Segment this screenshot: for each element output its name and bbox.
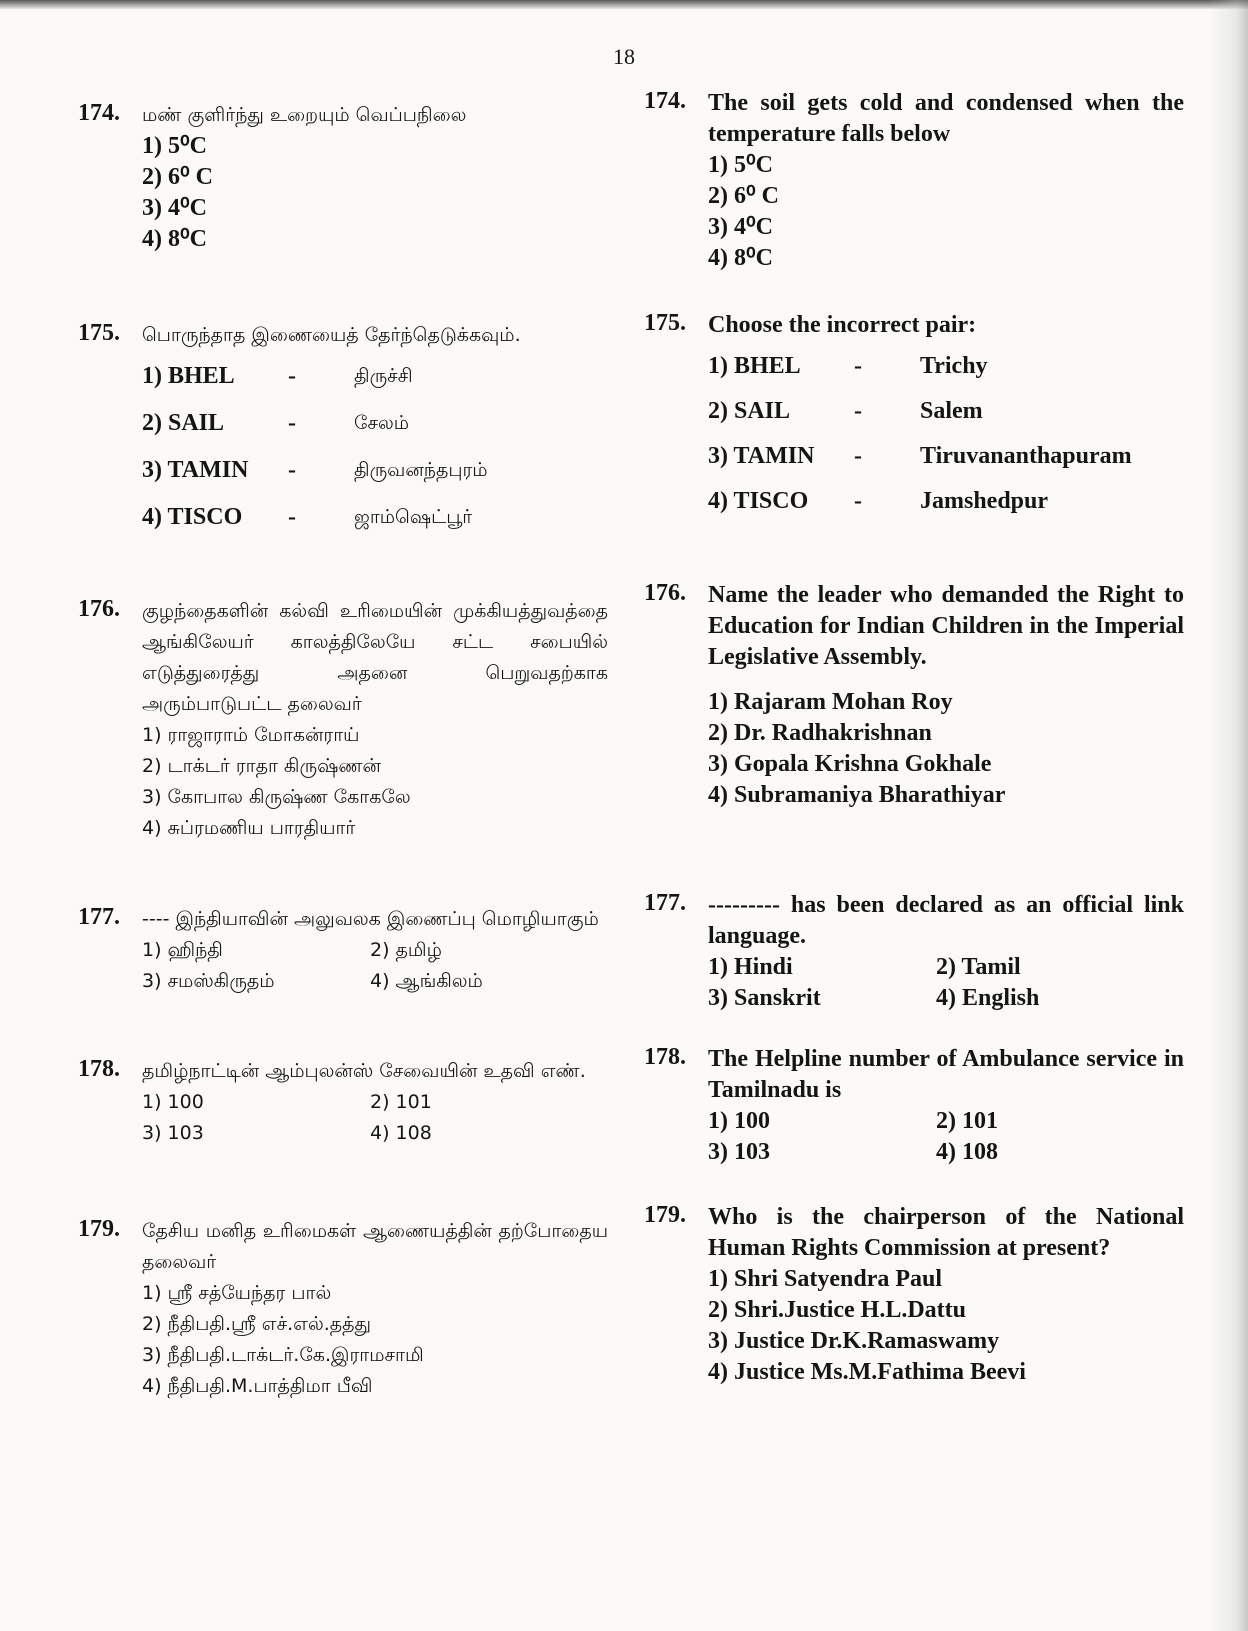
pair-dash: - xyxy=(854,398,862,424)
question-stem: ---- இந்தியாவின் அலுவலக இணைப்பு மொழியாகும் xyxy=(142,908,599,930)
option: 3) நீதிபதி.டாக்டர்.கே.இராமசாமி xyxy=(142,1344,424,1366)
option: 3) Sanskrit xyxy=(708,985,821,1011)
option: 1) ஸ்ரீ சத்யேந்தர பால் xyxy=(142,1282,332,1304)
scan-top-edge xyxy=(0,0,1248,9)
option: 2) 6⁰ C xyxy=(708,183,779,209)
pair-place: Trichy xyxy=(920,353,988,379)
options-grid xyxy=(142,1087,608,1149)
question-number: 177. xyxy=(78,904,120,930)
question-number: 176. xyxy=(78,596,120,622)
pairs-table xyxy=(708,351,1184,517)
pair-place: Tiruvananthapuram xyxy=(920,443,1132,469)
pair-place: ஜாம்ஷெட்பூர் xyxy=(354,506,473,528)
pair-place: Salem xyxy=(920,398,983,424)
option: 1) 100 xyxy=(708,1108,770,1134)
option: 3) 103 xyxy=(708,1139,770,1165)
question-stem: Who is the chairperson of the National Human Rights Commission at present? xyxy=(708,1204,1184,1261)
option: 4) 8⁰C xyxy=(708,245,773,271)
option: 4) நீதிபதி.M.பாத்திமா பீவி xyxy=(142,1375,373,1397)
pair-place: திருவனந்தபுரம் xyxy=(354,459,488,481)
question-number: 178. xyxy=(78,1056,120,1082)
question-stem: The soil gets cold and condensed when the temperature falls below xyxy=(708,90,1184,147)
options-grid xyxy=(708,952,1184,1014)
question-stem: --------- has been declared as an official link language. xyxy=(708,892,1184,949)
question-stem: The Helpline number of Ambulance service in Tamilnadu is xyxy=(708,1046,1184,1103)
pair-org: 1) BHEL xyxy=(708,353,801,379)
option: 2) 101 xyxy=(370,1091,432,1113)
option: 1) 100 xyxy=(142,1091,204,1113)
question-stem: தேசிய மனித உரிமைகள் ஆணையத்தின் தற்போதைய தலைவர் xyxy=(142,1220,608,1273)
option: 3) 4⁰C xyxy=(142,195,207,221)
option: 3) 103 xyxy=(142,1122,204,1144)
option: 4) 8⁰C xyxy=(142,226,207,252)
option: 3) கோபால கிருஷ்ண கோகலே xyxy=(142,786,411,808)
option: 1) Rajaram Mohan Roy xyxy=(708,689,953,715)
pair-place: திருச்சி xyxy=(354,365,413,387)
pair-dash: - xyxy=(288,504,296,530)
option: 4) Justice Ms.M.Fathima Beevi xyxy=(708,1359,1026,1385)
pair-dash: - xyxy=(288,363,296,389)
pairs-table xyxy=(142,361,608,533)
option: 3) Justice Dr.K.Ramaswamy xyxy=(708,1328,1000,1354)
option: 4) சுப்ரமணிய பாரதியார் xyxy=(142,817,356,839)
pair-org: 3) TAMIN xyxy=(142,457,249,483)
option: 1) Shri Satyendra Paul xyxy=(708,1266,943,1292)
question-number: 179. xyxy=(644,1202,686,1228)
option: 2) Dr. Radhakrishnan xyxy=(708,720,932,746)
question-stem: தமிழ்நாட்டின் ஆம்புலன்ஸ் சேவையின் உதவி எண். xyxy=(142,1060,586,1082)
option: 1) Hindi xyxy=(708,954,793,980)
pair-dash: - xyxy=(854,353,862,379)
pair-dash: - xyxy=(288,457,296,483)
option: 3) Gopala Krishna Gokhale xyxy=(708,751,992,777)
question-number: 176. xyxy=(644,580,686,606)
pair-dash: - xyxy=(288,410,296,436)
question-stem: Name the leader who demanded the Right to Education for Indian Children in the Imperial Legislative Assembly. xyxy=(708,582,1184,670)
question-stem: குழந்தைகளின் கல்வி உரிமையின் முக்கியத்துவத்தை ஆங்கிலேயர் காலத்திலேயே சட்ட சபையில் எடுத்துரைத்து அதனை பெறுவதற்காக அரும்பாடுபட்ட தலைவர் xyxy=(142,600,608,715)
option: 2) டாக்டர் ராதா கிருஷ்ணன் xyxy=(142,755,381,777)
option: 3) சமஸ்கிருதம் xyxy=(142,970,275,992)
pair-org: 4) TISCO xyxy=(708,488,809,514)
option: 2) தமிழ் xyxy=(370,939,442,961)
option: 4) English xyxy=(936,985,1040,1011)
question-number: 178. xyxy=(644,1044,686,1070)
pair-org: 2) SAIL xyxy=(142,410,225,436)
option: 1) 5⁰C xyxy=(708,152,773,178)
option: 4) 108 xyxy=(936,1139,998,1165)
scan-right-edge xyxy=(1208,0,1248,1631)
option: 1) ராஜாராம் மோகன்ராய் xyxy=(142,724,360,746)
pair-org: 3) TAMIN xyxy=(708,443,815,469)
question-stem: பொருந்தாத இணையைத் தேர்ந்தெடுக்கவும். xyxy=(142,324,521,346)
question-number: 174. xyxy=(78,100,120,126)
option: 2) 101 xyxy=(936,1108,998,1134)
option: 4) 108 xyxy=(370,1122,432,1144)
option: 2) Tamil xyxy=(936,954,1021,980)
question-stem: Choose the incorrect pair: xyxy=(708,312,977,338)
question-stem: மண் குளிர்ந்து உறையும் வெப்பநிலை xyxy=(142,104,467,126)
option: 4) ஆங்கிலம் xyxy=(370,970,483,992)
options-grid xyxy=(708,1106,1184,1168)
option: 2) 6⁰ C xyxy=(142,164,213,190)
pair-place: Jamshedpur xyxy=(920,488,1049,514)
option: 3) 4⁰C xyxy=(708,214,773,240)
option: 4) Subramaniya Bharathiyar xyxy=(708,782,1006,808)
question-number: 177. xyxy=(644,890,686,916)
pair-dash: - xyxy=(854,443,862,469)
options-grid xyxy=(142,935,608,997)
pair-org: 1) BHEL xyxy=(142,363,235,389)
question-number: 174. xyxy=(644,88,686,114)
question-number: 175. xyxy=(78,320,120,346)
option: 1) ஹிந்தி xyxy=(142,939,223,961)
pair-place: சேலம் xyxy=(354,412,410,434)
option: 2) நீதிபதி.ஸ்ரீ எச்.எல்.தத்து xyxy=(142,1313,372,1335)
pair-org: 2) SAIL xyxy=(708,398,791,424)
pair-dash: - xyxy=(854,488,862,514)
page-number: 18 xyxy=(613,44,635,69)
question-number: 175. xyxy=(644,310,686,336)
option: 2) Shri.Justice H.L.Dattu xyxy=(708,1297,966,1323)
pair-org: 4) TISCO xyxy=(142,504,243,530)
question-number: 179. xyxy=(78,1216,120,1242)
option: 1) 5⁰C xyxy=(142,133,207,159)
